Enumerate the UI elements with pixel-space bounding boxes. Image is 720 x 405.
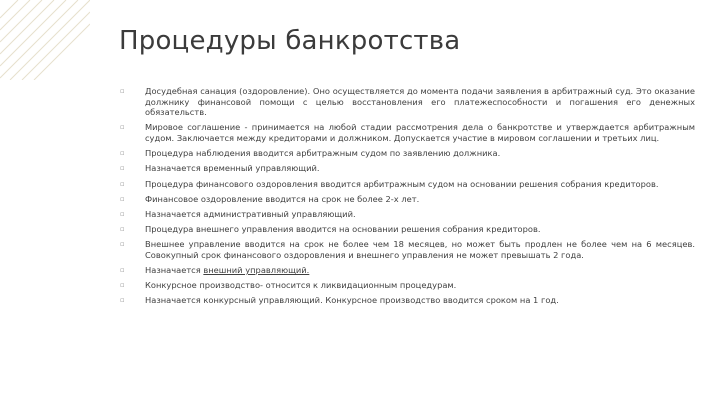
list-item-text: Финансовое оздоровление вводится на срок не более 2-х лет.: [145, 193, 420, 204]
list-item: [119, 209, 695, 220]
bullet-marker-icon: ▫: [120, 164, 125, 173]
bullet-marker-icon: ▫: [120, 179, 125, 188]
bullet-marker-icon: ▫: [120, 240, 125, 249]
bullet-marker-icon: ▫: [120, 281, 125, 290]
list-item-underlined-text: внешний управляющий.: [203, 265, 310, 276]
list-item: [119, 86, 695, 118]
list-item: [119, 265, 695, 276]
bullet-marker-icon: ▫: [120, 194, 125, 203]
bullet-marker-icon: ▫: [120, 266, 125, 275]
list-item: [119, 179, 695, 190]
list-item-text: Назначается: [145, 265, 204, 276]
list-item-text: Внешнее управление вводится на срок не более чем 18 месяцев, но может быть продлен не более чем на 6 месяцев. Совокупный срок финансового оздоровления и внешнего управления не может превышать 2 года.: [145, 239, 695, 260]
list-item-text: Назначается конкурсный управляющий. Конкурсное производство вводится сроком на 1 год.: [145, 295, 559, 306]
list-item: [119, 122, 695, 143]
list-item-text: Назначается временный управляющий.: [145, 163, 320, 174]
list-item: [119, 224, 695, 235]
bullet-marker-icon: ▫: [120, 123, 125, 132]
list-item: [119, 148, 695, 159]
list-item-text: Конкурсное производство- относится к ликвидационным процедурам.: [145, 280, 457, 291]
list-item: [119, 163, 695, 174]
list-item: [119, 280, 695, 291]
bullet-marker-icon: ▫: [120, 296, 125, 305]
list-item-text: Назначается административный управляющий.: [145, 208, 356, 219]
list-item-text: Процедура финансового оздоровления вводится арбитражным судом на основании решения собрания кредиторов.: [145, 178, 659, 189]
list-item: [119, 239, 695, 260]
list-item: [119, 295, 695, 306]
bullet-marker-icon: ▫: [120, 209, 125, 218]
bullet-list: [119, 86, 695, 311]
page-title: Процедуры банкротства: [119, 26, 461, 56]
corner-decoration: [0, 0, 90, 80]
list-item-text: Процедура наблюдения вводится арбитражным судом по заявлению должника.: [145, 148, 501, 159]
list-item: [119, 194, 695, 205]
list-item-text: Процедура внешнего управления вводится на основании решения собрания кредиторов.: [145, 224, 541, 235]
list-item-text: Досудебная санация (оздоровление). Оно осуществляется до момента подачи заявления в арбитражный суд. Это оказание должнику финансовой помощи с целью восстановления его платежеспособности и погашения его денежных обязательств.: [145, 86, 695, 118]
bullet-marker-icon: ▫: [120, 87, 125, 95]
bullet-marker-icon: ▫: [120, 225, 125, 234]
list-item-text: Мировое соглашение - принимается на любой стадии рассмотрения дела о банкротстве и утверждается арбитражным судом. Заключается между кредиторами и должником. Допускается участие в мировом соглашении и третьих лиц.: [145, 122, 695, 143]
bullet-marker-icon: ▫: [120, 149, 125, 158]
